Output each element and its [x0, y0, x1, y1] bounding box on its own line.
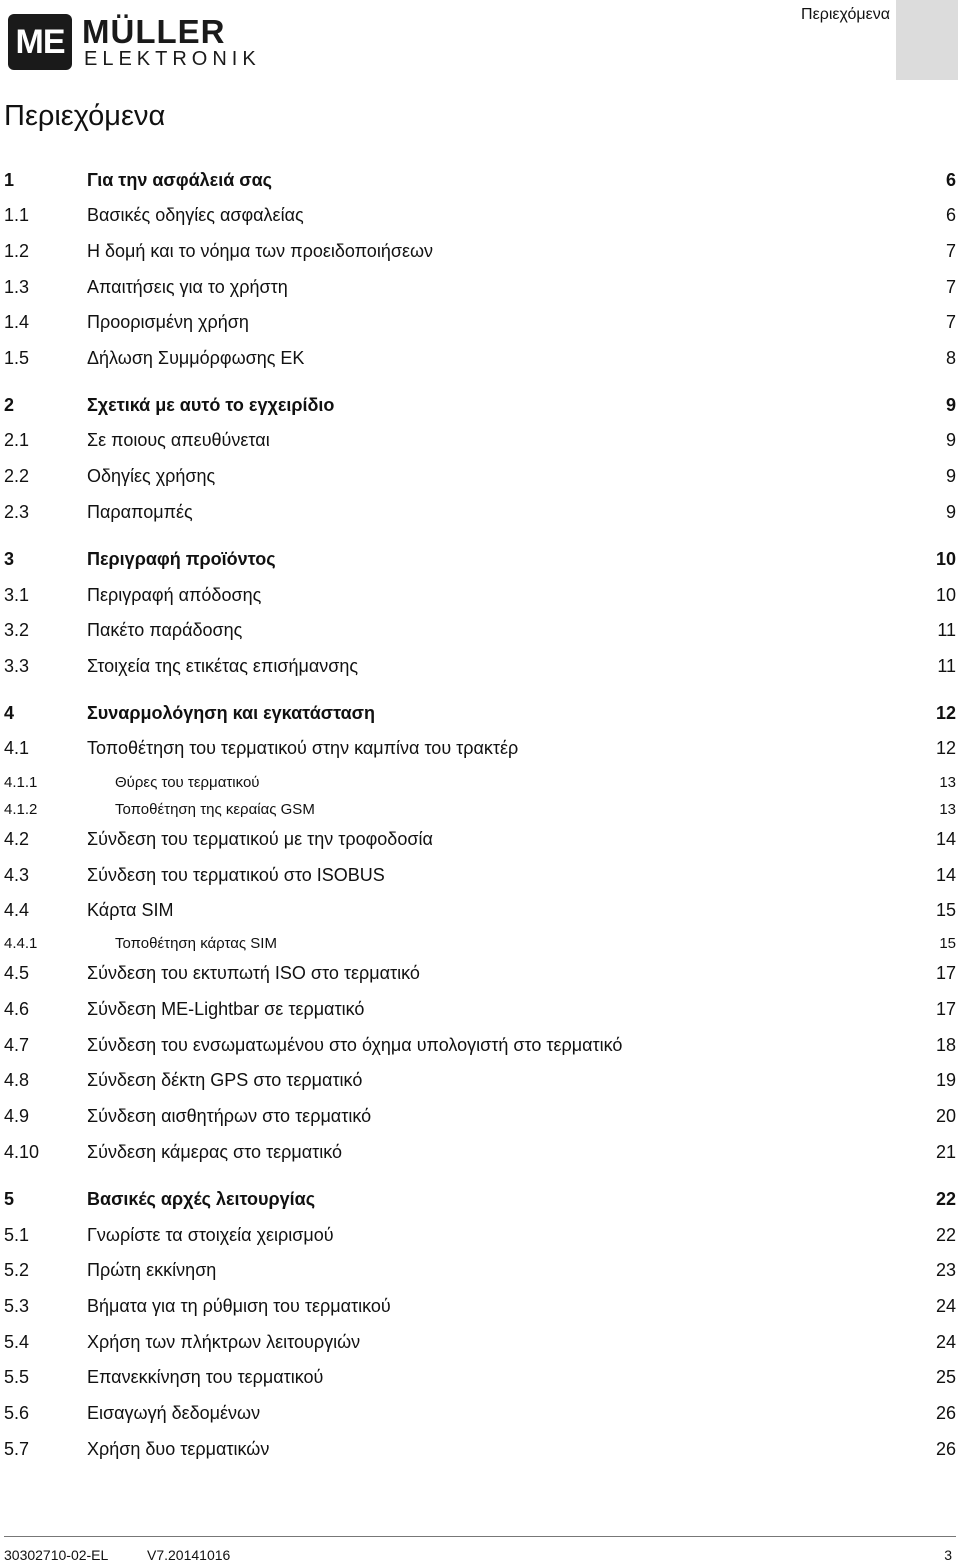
logo-name-line2: ELEKTRONIK — [84, 48, 261, 70]
toc-entry-page: 7 — [945, 277, 956, 297]
toc-entry-number: 1.3 — [4, 277, 30, 297]
toc-entry-number: 4.5 — [4, 963, 30, 983]
toc-entry-page: 9 — [945, 466, 956, 486]
toc-entry[interactable] — [0, 1137, 960, 1167]
toc-entry-number: 1.4 — [4, 312, 30, 332]
toc-entry-title: Σύνδεση του ενσωματωμένου στο όχημα υπολογιστή στο τερματικό — [87, 1035, 623, 1055]
toc-entry-title: Χρήση των πλήκτρων λειτουργιών — [87, 1332, 361, 1352]
toc-entry-page: 17 — [935, 999, 956, 1019]
toc-entry-title: Τοποθέτηση της κεραίας GSM — [115, 801, 315, 818]
toc-entry[interactable] — [0, 615, 960, 645]
toc-entry[interactable] — [0, 698, 960, 728]
toc-entry-number: 4.6 — [4, 999, 30, 1019]
toc-entry-number: 1 — [4, 170, 15, 190]
toc-entry-page: 10 — [935, 549, 956, 569]
toc-entry-page: 11 — [937, 620, 956, 640]
toc-entry-number: 3.3 — [4, 656, 30, 676]
toc-entry-page: 7 — [945, 241, 956, 261]
running-header: Περιεχόμενα — [801, 6, 890, 23]
toc-entry-number: 2.1 — [4, 430, 30, 450]
toc-entry-title: Δήλωση Συμμόρφωσης ΕΚ — [87, 348, 305, 368]
toc-entry-page: 13 — [939, 801, 956, 818]
toc-entry[interactable] — [0, 895, 960, 925]
toc-entry-number: 5 — [4, 1189, 15, 1209]
toc-entry-number: 5.3 — [4, 1296, 30, 1316]
toc-entry-title: Η δομή και το νόημα των προειδοποιήσεων — [87, 241, 434, 261]
toc-entry-page: 21 — [935, 1142, 956, 1162]
toc-entry-title: Περιγραφή απόδοσης — [87, 585, 262, 605]
toc-entry[interactable] — [0, 929, 960, 959]
toc-entry[interactable] — [0, 425, 960, 455]
toc-entry[interactable] — [0, 1255, 960, 1285]
toc-entry-title: Παραπομπές — [87, 502, 193, 522]
toc-entry-number: 2.2 — [4, 466, 30, 486]
toc-entry-page: 9 — [945, 395, 956, 415]
toc-entry-number: 1.2 — [4, 241, 30, 261]
toc-entry[interactable] — [0, 1362, 960, 1392]
toc-entry-page: 17 — [935, 963, 956, 983]
toc-entry-title: Περιγραφή προϊόντος — [87, 549, 276, 569]
toc-entry-page: 11 — [937, 656, 956, 676]
toc-entry-title: Πακέτο παράδοσης — [87, 620, 243, 640]
toc-entry-page: 9 — [945, 502, 956, 522]
toc-entry-title: Σύνδεση του τερματικού στο ISOBUS — [87, 865, 385, 885]
toc-entry-title: Γνωρίστε τα στοιχεία χειρισμού — [87, 1225, 334, 1245]
toc-entry[interactable] — [0, 272, 960, 302]
toc-entry[interactable] — [0, 1291, 960, 1321]
toc-entry-page: 15 — [939, 935, 956, 952]
toc-entry[interactable] — [0, 958, 960, 988]
toc-entry-page: 15 — [935, 900, 956, 920]
toc-entry-page: 19 — [935, 1070, 956, 1090]
toc-entry-page: 8 — [945, 348, 956, 368]
toc-entry-number: 4.8 — [4, 1070, 30, 1090]
toc-entry-number: 2.3 — [4, 502, 30, 522]
toc-entry-number: 4.10 — [4, 1142, 40, 1162]
toc-entry-title: Σύνδεση του εκτυπωτή ISO στο τερματικό — [87, 963, 420, 983]
toc-entry-page: 14 — [935, 865, 956, 885]
toc-entry[interactable] — [0, 1101, 960, 1131]
toc-entry-page: 23 — [935, 1260, 956, 1280]
toc-entry-number: 5.4 — [4, 1332, 30, 1352]
toc-entry-number: 4.9 — [4, 1106, 30, 1126]
footer-page-number: 3 — [944, 1547, 952, 1563]
toc-entry[interactable] — [0, 461, 960, 491]
toc-entry-title: Σχετικά με αυτό το εγχειρίδιο — [87, 395, 335, 415]
toc-entry-page: 25 — [935, 1367, 956, 1387]
footer-divider — [4, 1536, 956, 1537]
toc-entry-number: 4.7 — [4, 1035, 30, 1055]
toc-entry-title: Κάρτα SIM — [87, 900, 174, 920]
logo-initials: ME — [15, 23, 65, 61]
toc-entry[interactable] — [0, 580, 960, 610]
toc-entry-title: Προορισμένη χρήση — [87, 312, 249, 332]
toc-entry-page: 22 — [935, 1189, 956, 1209]
toc-entry-page: 6 — [945, 205, 956, 225]
toc-entry-title: Σύνδεση δέκτη GPS στο τερματικό — [87, 1070, 363, 1090]
toc-entry-page: 12 — [935, 738, 956, 758]
toc-entry-title: Βασικές αρχές λειτουργίας — [87, 1189, 316, 1209]
toc-entry-number: 4.1 — [4, 738, 30, 758]
toc-entry-number: 3 — [4, 549, 15, 569]
toc-entry[interactable] — [0, 651, 960, 681]
toc-entry-number: 4 — [4, 703, 15, 723]
page-title: Περιεχόμενα — [4, 100, 166, 132]
toc-entry-page: 18 — [935, 1035, 956, 1055]
toc-entry-title: Σύνδεση του τερματικού με την τροφοδοσία — [87, 829, 433, 849]
toc-entry[interactable] — [0, 994, 960, 1024]
toc-entry-page: 9 — [945, 430, 956, 450]
toc-entry[interactable] — [0, 497, 960, 527]
toc-entry[interactable] — [0, 1184, 960, 1214]
toc-entry-number: 4.3 — [4, 865, 30, 885]
footer-version: V7.20141016 — [147, 1547, 231, 1563]
toc-entry[interactable] — [0, 795, 960, 825]
toc-entry-title: Εισαγωγή δεδομένων — [87, 1403, 261, 1423]
toc-entry-number: 4.4 — [4, 900, 30, 920]
toc-entry-page: 26 — [935, 1403, 956, 1423]
toc-entry-title: Βήματα για τη ρύθμιση του τερματικού — [87, 1296, 391, 1316]
toc-entry[interactable] — [0, 1434, 960, 1464]
toc-entry[interactable] — [0, 1220, 960, 1250]
toc-entry[interactable] — [0, 200, 960, 230]
toc-entry-number: 4.1.2 — [4, 801, 38, 818]
toc-entry-number: 5.1 — [4, 1225, 30, 1245]
toc-entry-title: Βασικές οδηγίες ασφαλείας — [87, 205, 304, 225]
toc-entry-number: 4.1.1 — [4, 774, 38, 791]
toc-entry[interactable] — [0, 1327, 960, 1357]
toc-entry-title: Σε ποιους απευθύνεται — [87, 430, 270, 450]
toc-entry[interactable] — [0, 236, 960, 266]
toc-entry-number: 5.5 — [4, 1367, 30, 1387]
footer-doc-number: 30302710-02-EL — [4, 1547, 109, 1563]
toc-entry-page: 6 — [945, 170, 956, 190]
toc-entry-number: 5.7 — [4, 1439, 30, 1459]
toc-entry[interactable] — [0, 768, 960, 798]
toc-entry-number: 5.2 — [4, 1260, 30, 1280]
toc-entry-title: Επανεκκίνηση του τερματικού — [87, 1367, 324, 1387]
toc-entry-page: 13 — [939, 774, 956, 791]
toc-entry-number: 1.1 — [4, 205, 30, 225]
toc-entry-title: Τοποθέτηση κάρτας SIM — [115, 935, 277, 952]
toc-entry[interactable] — [0, 824, 960, 854]
toc-entry[interactable] — [0, 733, 960, 763]
toc-entry-page: 24 — [935, 1332, 956, 1352]
toc-entry-title: Απαιτήσεις για το χρήστη — [87, 277, 288, 297]
toc-entry-title: Χρήση δυο τερματικών — [87, 1439, 270, 1459]
toc-entry-page: 14 — [935, 829, 956, 849]
toc-entry[interactable] — [0, 860, 960, 890]
toc-entry-number: 1.5 — [4, 348, 30, 368]
toc-entry-number: 4.4.1 — [4, 935, 38, 952]
toc-entry-page: 26 — [935, 1439, 956, 1459]
toc-entry[interactable] — [0, 390, 960, 420]
toc-entry-title: Για την ασφάλειά σας — [87, 170, 273, 190]
toc-entry-page: 7 — [945, 312, 956, 332]
toc-entry-title: Τοποθέτηση του τερματικού στην καμπίνα του τρακτέρ — [87, 738, 519, 758]
toc-entry-number: 4.2 — [4, 829, 30, 849]
toc-entry-title: Σύνδεση ME-Lightbar σε τερματικό — [87, 999, 365, 1019]
toc-entry-page: 12 — [935, 703, 956, 723]
toc-entry-title: Συναρμολόγηση και εγκατάσταση — [87, 703, 375, 723]
toc-entry[interactable] — [0, 165, 960, 195]
toc-entry-number: 3.1 — [4, 585, 30, 605]
toc-entry-title: Πρώτη εκκίνηση — [87, 1260, 217, 1280]
toc-entry-title: Θύρες του τερματικού — [115, 774, 260, 791]
toc-entry-number: 5.6 — [4, 1403, 30, 1423]
logo-name-line1: MÜLLER — [82, 13, 226, 50]
toc-entry[interactable] — [0, 343, 960, 373]
toc-entry-title: Σύνδεση αισθητήρων στο τερματικό — [87, 1106, 372, 1126]
toc-entry-page: 22 — [935, 1225, 956, 1245]
toc-entry[interactable] — [0, 1065, 960, 1095]
toc-entry[interactable] — [0, 1030, 960, 1060]
toc-entry[interactable] — [0, 1398, 960, 1428]
toc-entry-number: 3.2 — [4, 620, 30, 640]
toc-entry[interactable] — [0, 544, 960, 574]
toc-entry-title: Οδηγίες χρήσης — [87, 466, 216, 486]
toc-entry-title: Σύνδεση κάμερας στο τερματικό — [87, 1142, 343, 1162]
toc-entry-page: 24 — [935, 1296, 956, 1316]
toc-entry[interactable] — [0, 307, 960, 337]
toc-entry-title: Στοιχεία της ετικέτας επισήμανσης — [87, 656, 359, 676]
toc-entry-number: 2 — [4, 395, 15, 415]
toc-entry-page: 20 — [935, 1106, 956, 1126]
toc-entry-page: 10 — [935, 585, 956, 605]
